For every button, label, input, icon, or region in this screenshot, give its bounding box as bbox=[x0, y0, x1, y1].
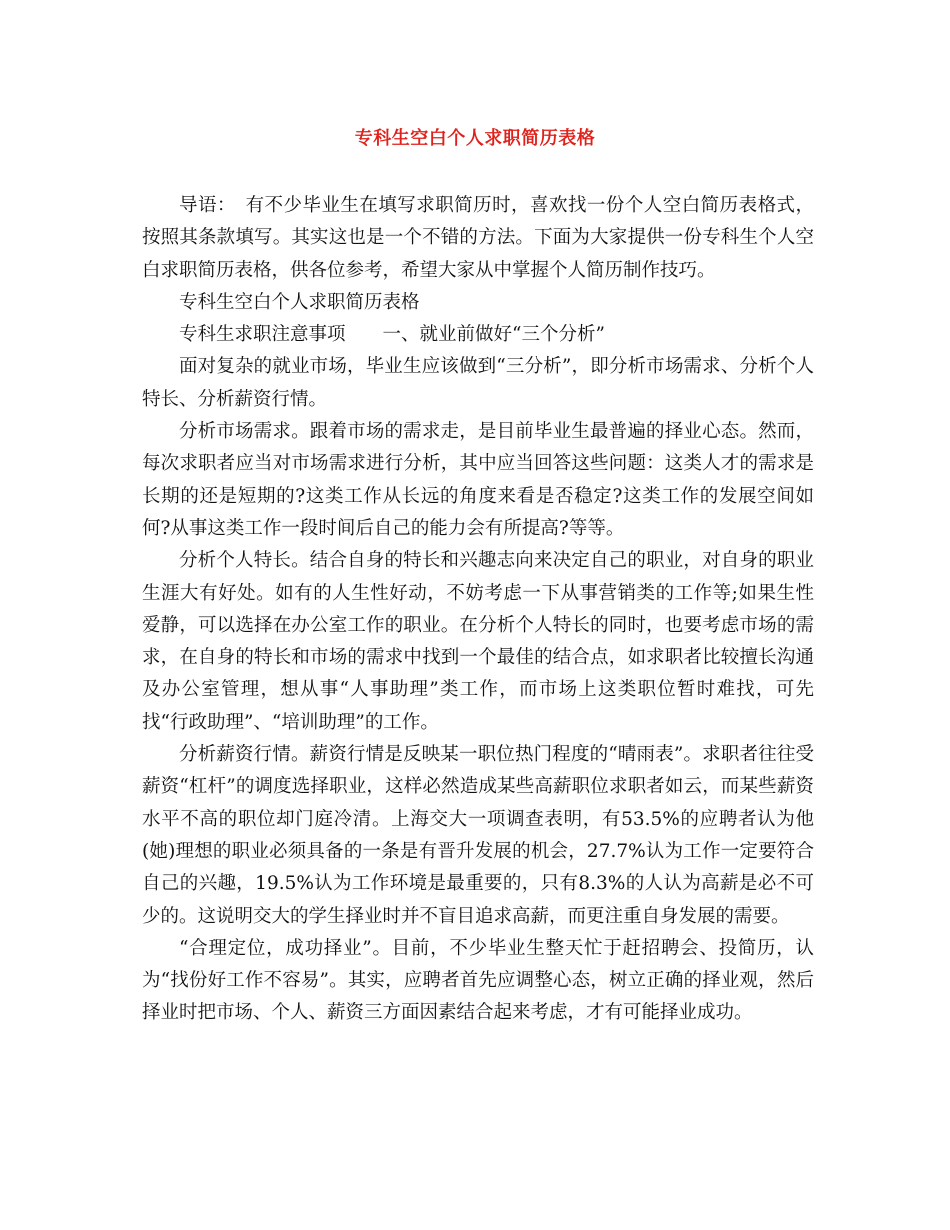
document-title: 专科生空白个人求职简历表格 bbox=[354, 128, 596, 149]
document-body bbox=[142, 190, 814, 1030]
paragraph-notes-heading: 专科生求职注意事项 一、就业前做好“三个分析” bbox=[179, 324, 605, 346]
paragraph-subtitle: 专科生空白个人求职简历表格 bbox=[179, 291, 420, 313]
paragraph-positioning: “合理定位，成功择业”。目前，不少毕业生整天忙于赶招聘会、投简历，认为“找份好工作不容易”。其实，应聘者首先应调整心态，树立正确的择业观，然后择业时把市场、个人、薪资三方面因素结合起来考虑，才有可能择业成功。 bbox=[142, 937, 814, 1024]
paragraph-market-demand: 分析市场需求。跟着市场的需求走，是目前毕业生最普遍的择业心态。然而，每次求职者应当对市场需求进行分析，其中应当回答这些问题：这类人才的需求是长期的还是短期的?这类工作从长远的角度来看是否稳定?这类工作的发展空间如何?从事这类工作一段时间后自己的能力会有所提高?等等。 bbox=[142, 421, 814, 539]
paragraph-personal-strengths: 分析个人特长。结合自身的特长和兴趣志向来决定自己的职业，对自身的职业生涯大有好处。如有的人生性好动，不妨考虑一下从事营销类的工作等;如果生性爱静，可以选择在办公室工作的职业。在分析个人特长的同时，也要考虑市场的需求，在自身的特长和市场的需求中找到一个最佳的结合点，如求职者比较擅长沟通及办公室管理，想从事“人事助理”类工作，而市场上这类职位暂时难找，可先找“行政助理”、“培训助理”的工作。 bbox=[142, 550, 814, 733]
paragraph-salary-trends: 分析薪资行情。薪资行情是反映某一职位热门程度的“晴雨表”。求职者往往受薪资“杠杆”的调度选择职业，这样必然造成某些高薪职位求职者如云，而某些薪资水平不高的职位却门庭冷清。上海交大一项调查表明，有53.5%的应聘者认为他(她)理想的职业必须具备的一条是有晋升发展的机会，27.7%认为工作一定要符合自己的兴趣，19.5%认为工作环境是最重要的，只有8.3%的人认为高薪是必不可少的。这说明交大的学生择业时并不盲目追求高薪，而更注重自身发展的需要。 bbox=[142, 744, 814, 927]
paragraph-three-analyses: 面对复杂的就业市场，毕业生应该做到“三分析”，即分析市场需求、分析个人特长、分析薪资行情。 bbox=[142, 356, 814, 410]
paragraph-intro: 导语： 有不少毕业生在填写求职简历时，喜欢找一份个人空白简历表格式，按照其条款填写。其实这也是一个不错的方法。下面为大家提供一份专科生个人空白求职简历表格，供各位参考，希望大家从中掌握个人简历制作技巧。 bbox=[142, 195, 814, 281]
